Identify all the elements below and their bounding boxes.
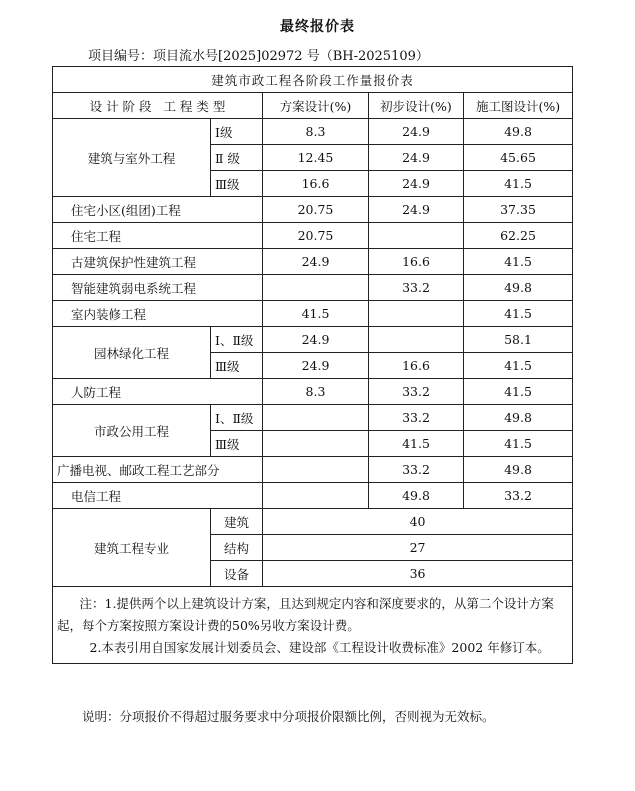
specialty-value: 27 bbox=[263, 535, 573, 561]
specialty-label: 建筑 bbox=[211, 509, 263, 535]
construction-cell: 58.1 bbox=[464, 327, 573, 353]
construction-cell: 45.65 bbox=[464, 145, 573, 171]
grade-cell: Ⅲ级 bbox=[211, 431, 263, 457]
preliminary-cell bbox=[369, 327, 464, 353]
row-name: 古建筑保护性建筑工程 bbox=[53, 249, 263, 275]
notes-row bbox=[53, 587, 573, 664]
scheme-cell bbox=[263, 457, 369, 483]
preliminary-cell: 41.5 bbox=[369, 431, 464, 457]
explanation: 说明：分项报价不得超过服务要求中分项报价限额比例，否则视为无效标。 bbox=[82, 709, 495, 724]
project-number: 项目编号：项目流水号[2025]02972 号（BH-2025109） bbox=[88, 49, 429, 64]
construction-cell: 41.5 bbox=[464, 379, 573, 405]
preliminary-cell: 33.2 bbox=[369, 405, 464, 431]
construction-cell: 41.5 bbox=[464, 171, 573, 197]
construction-cell: 41.5 bbox=[464, 301, 573, 327]
table-row bbox=[53, 119, 573, 145]
row-name: 电信工程 bbox=[53, 483, 263, 509]
scheme-cell: 8.3 bbox=[263, 379, 369, 405]
preliminary-cell: 24.9 bbox=[369, 145, 464, 171]
preliminary-cell: 33.2 bbox=[369, 275, 464, 301]
preliminary-cell: 16.6 bbox=[369, 353, 464, 379]
construction-cell: 37.35 bbox=[464, 197, 573, 223]
construction-cell: 33.2 bbox=[464, 483, 573, 509]
notes-cell bbox=[53, 587, 573, 664]
specialty-label: 设备 bbox=[211, 561, 263, 587]
row-name: 智能建筑弱电系统工程 bbox=[53, 275, 263, 301]
header-scheme: 方案设计(%) bbox=[263, 93, 369, 119]
table-row bbox=[53, 509, 573, 535]
table-row bbox=[53, 275, 573, 301]
table-row bbox=[53, 327, 573, 353]
specialty-value: 40 bbox=[263, 509, 573, 535]
specialty-label: 结构 bbox=[211, 535, 263, 561]
grade-cell: Ⅲ级 bbox=[211, 171, 263, 197]
scheme-cell: 8.3 bbox=[263, 119, 369, 145]
specialty-value: 36 bbox=[263, 561, 573, 587]
scheme-cell: 24.9 bbox=[263, 327, 369, 353]
construction-cell: 49.8 bbox=[464, 405, 573, 431]
scheme-cell: 16.6 bbox=[263, 171, 369, 197]
grade-cell: Ⅰ、Ⅱ级 bbox=[211, 405, 263, 431]
preliminary-cell: 16.6 bbox=[369, 249, 464, 275]
row-name: 建筑与室外工程 bbox=[53, 119, 211, 197]
scheme-cell: 24.9 bbox=[263, 353, 369, 379]
preliminary-cell: 33.2 bbox=[369, 379, 464, 405]
scheme-cell bbox=[263, 275, 369, 301]
table-row bbox=[53, 301, 573, 327]
construction-cell: 62.25 bbox=[464, 223, 573, 249]
row-name: 建筑工程专业 bbox=[53, 509, 211, 587]
table-row bbox=[53, 483, 573, 509]
scheme-cell: 41.5 bbox=[263, 301, 369, 327]
row-name: 市政公用工程 bbox=[53, 405, 211, 457]
scheme-cell: 20.75 bbox=[263, 197, 369, 223]
note-1: 注：1.提供两个以上建筑设计方案，且达到规定内容和深度要求的，从第二个设计方案起，每个方案按照方案设计费的50%另收方案设计费。 bbox=[57, 596, 554, 633]
scheme-cell bbox=[263, 431, 369, 457]
preliminary-cell: 24.9 bbox=[369, 171, 464, 197]
table-header-row bbox=[53, 93, 573, 119]
table-row bbox=[53, 197, 573, 223]
header-preliminary: 初步设计(%) bbox=[369, 93, 464, 119]
construction-cell: 49.8 bbox=[464, 457, 573, 483]
preliminary-cell bbox=[369, 223, 464, 249]
scheme-cell bbox=[263, 405, 369, 431]
table-row bbox=[53, 379, 573, 405]
row-name: 广播电视、邮政工程工艺部分 bbox=[53, 457, 263, 483]
row-name: 室内装修工程 bbox=[53, 301, 263, 327]
header-construction: 施工图设计(%) bbox=[464, 93, 573, 119]
scheme-cell bbox=[263, 483, 369, 509]
note-2: 2.本表引用自国家发展计划委员会、建设部《工程设计收费标准》2002 年修订本。 bbox=[89, 640, 550, 655]
quote-table bbox=[52, 66, 573, 664]
page-title: 最终报价表 bbox=[280, 19, 355, 35]
table-row bbox=[53, 405, 573, 431]
table-caption-row bbox=[53, 67, 573, 93]
preliminary-cell: 33.2 bbox=[369, 457, 464, 483]
preliminary-cell: 24.9 bbox=[369, 197, 464, 223]
construction-cell: 41.5 bbox=[464, 431, 573, 457]
scheme-cell: 24.9 bbox=[263, 249, 369, 275]
scheme-cell: 12.45 bbox=[263, 145, 369, 171]
row-name: 人防工程 bbox=[53, 379, 263, 405]
preliminary-cell: 24.9 bbox=[369, 119, 464, 145]
preliminary-cell bbox=[369, 301, 464, 327]
grade-cell: Ⅲ级 bbox=[211, 353, 263, 379]
construction-cell: 49.8 bbox=[464, 119, 573, 145]
grade-cell: Ⅱ 级 bbox=[211, 145, 263, 171]
construction-cell: 41.5 bbox=[464, 353, 573, 379]
row-name: 园林绿化工程 bbox=[53, 327, 211, 379]
construction-cell: 49.8 bbox=[464, 275, 573, 301]
table-row bbox=[53, 223, 573, 249]
table-caption: 建筑市政工程各阶段工作量报价表 bbox=[53, 67, 573, 93]
preliminary-cell: 49.8 bbox=[369, 483, 464, 509]
construction-cell: 41.5 bbox=[464, 249, 573, 275]
scheme-cell: 20.75 bbox=[263, 223, 369, 249]
grade-cell: Ⅰ级 bbox=[211, 119, 263, 145]
row-name: 住宅小区(组团)工程 bbox=[53, 197, 263, 223]
table-row bbox=[53, 249, 573, 275]
table-row bbox=[53, 457, 573, 483]
header-category: 设 计 阶 段 工 程 类 型 bbox=[53, 93, 263, 119]
grade-cell: Ⅰ、Ⅱ级 bbox=[211, 327, 263, 353]
row-name: 住宅工程 bbox=[53, 223, 263, 249]
